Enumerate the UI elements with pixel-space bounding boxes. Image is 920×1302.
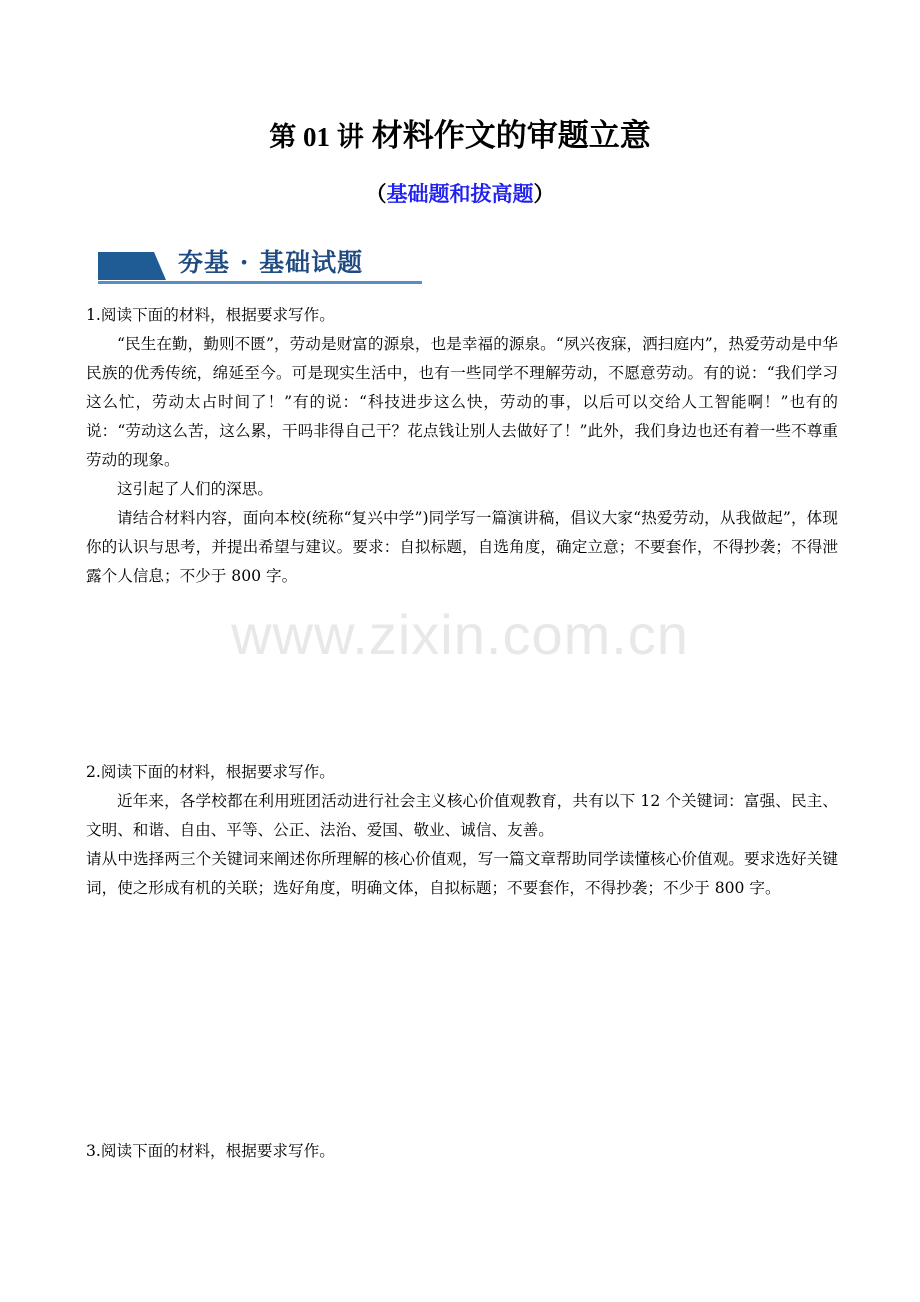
question-paragraph: 近年来，各学校都在利用班团活动进行社会主义核心价值观教育，共有以下 12 个关键词：富强、民主、文明、和谐、自由、平等、公正、法治、爱国、敬业、诚信、友善。 — [86, 792, 838, 839]
section-label: 夯基 · 基础试题 — [178, 248, 364, 277]
question-heading: 1.阅读下面的材料，根据要求写作。 — [86, 306, 335, 324]
lecture-number: 第 01 讲 — [269, 122, 364, 152]
question-paragraph: 这引起了人们的深思。 — [117, 480, 273, 498]
subtitle — [0, 176, 920, 212]
subtitle-text: 基础题和拔高题 — [386, 181, 534, 206]
section-banner — [98, 242, 422, 286]
question-paragraph: 请从中选择两三个关键词来阐述你所理解的核心价值观，写一篇文章帮助同学读懂核心价值观。要求选好关键词，使之形成有机的关联；选好角度，明确文体，自拟标题；不要套作，不得抄袭；不少于 800 字。 — [86, 850, 838, 897]
question-paragraph: “民生在勤，勤则不匮”，劳动是财富的源泉，也是幸福的源泉。“夙兴夜寐，洒扫庭内”，热爱劳动是中华民族的优秀传统，绵延至今。可是现实生活中，也有一些同学不理解劳动，不愿意劳动。有的说：“我们学习这么忙，劳动太占时间了！”有的说：“科技进步这么快，劳动的事，以后可以交给人工智能啊！”也有的说：“劳动这么苦，这么累，干吗非得自己干？花点钱让别人去做好了！”此外，我们身边也还有着一些不尊重劳动的现象。 — [86, 335, 838, 469]
page-title — [0, 112, 920, 161]
question-paragraph: 请结合材料内容，面向本校(统称“复兴中学”)同学写一篇演讲稿，倡议大家“热爱劳动，从我做起”，体现你的认识与思考，并提出希望与建议。要求：自拟标题，自选角度，确定立意；不要套作，不得抄袭；不得泄露个人信息；不少于 800 字。 — [86, 509, 838, 585]
question-2 — [86, 758, 838, 903]
question-3 — [86, 1137, 838, 1166]
question-heading: 3.阅读下面的材料，根据要求写作。 — [86, 1142, 335, 1160]
subtitle-open-paren: （ — [365, 181, 387, 206]
watermark: www.zixin.com.cn — [231, 603, 689, 666]
question-1 — [86, 301, 838, 591]
lecture-topic: 材料作文的审题立意 — [371, 118, 651, 154]
subtitle-close-paren: ） — [533, 181, 555, 206]
question-heading: 2.阅读下面的材料，根据要求写作。 — [86, 763, 335, 781]
